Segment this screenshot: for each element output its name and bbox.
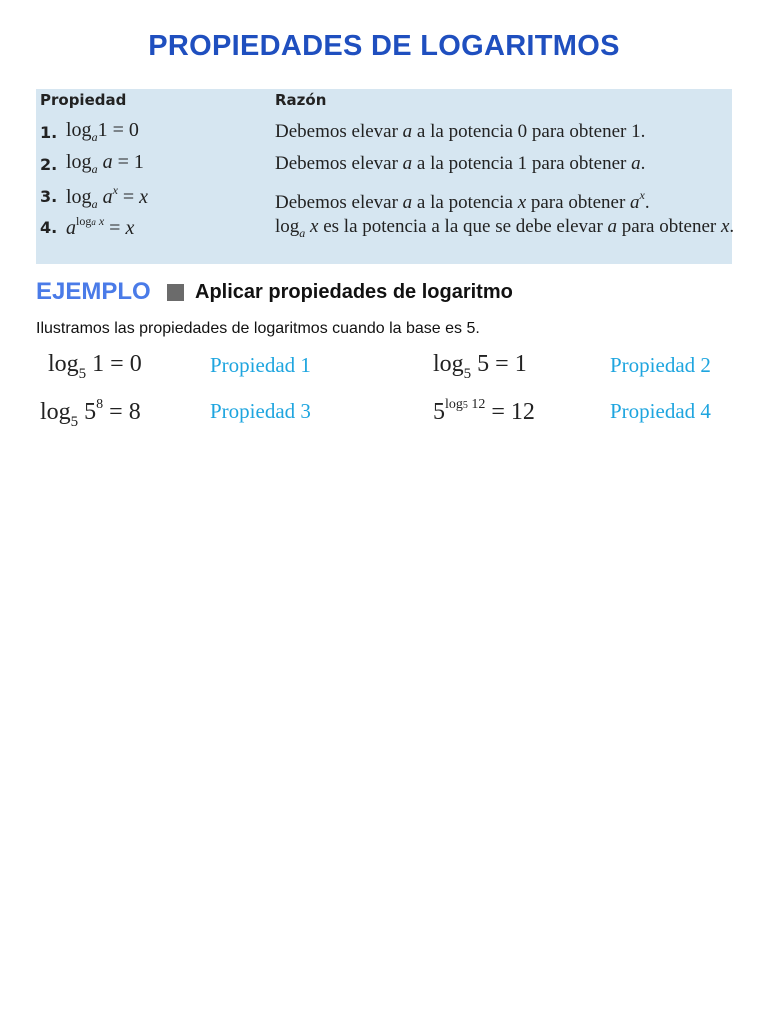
square-icon [167,284,184,301]
row-reason: $\log_a x$ es la potencia a la que se debe elevar a para obtener x. [275,216,735,240]
table-row [36,183,732,215]
row-number: 1. [40,123,58,142]
property-formula: $\log_a1 = 0$ [66,119,139,144]
example-label: EJEMPLO [36,278,151,305]
row-number: 3. [40,187,58,206]
property-label: Propiedad 4 [610,399,711,423]
row-reason: Debemos elevar a a la potencia 0 para obtener 1. [275,121,646,142]
table-row [36,214,735,246]
row-reason: Debemos elevar a a la potencia x para obtener $a^x$. [275,188,650,213]
property-formula: $\log_a a = 1$ [66,151,144,176]
header-property: Propiedad [40,91,127,109]
property-formula: $\log_a a^x = x$ [66,183,149,211]
example-expression: $5^{log5 12} = 12$ [433,397,535,425]
property-label: Propiedad 2 [610,353,711,377]
property-label: Propiedad 1 [210,353,311,377]
row-number: 2. [40,155,58,174]
example-expression: $\log_5 5 = 1$ [433,351,527,382]
row-reason: Debemos elevar a a la potencia 1 para obtener a. [275,153,646,174]
row-number: 4. [40,218,58,237]
properties-table [36,89,735,264]
example-title: Aplicar propiedades de logaritmo [195,281,513,303]
property-label: Propiedad 3 [210,399,311,423]
table-row [36,119,732,151]
example-expression: $\log_5 5^8 = 8$ [40,397,141,430]
example-intro: Ilustramos las propiedades de logaritmos cuando la base es 5. [36,320,480,337]
header-reason: Razón [275,91,327,109]
property-formula: $a^{loga x} = x$ [66,214,135,239]
table-row [36,151,732,183]
example-expression: $\log_5 1 = 0$ [48,351,142,382]
page-title: PROPIEDADES DE LOGARITMOS [148,30,620,62]
